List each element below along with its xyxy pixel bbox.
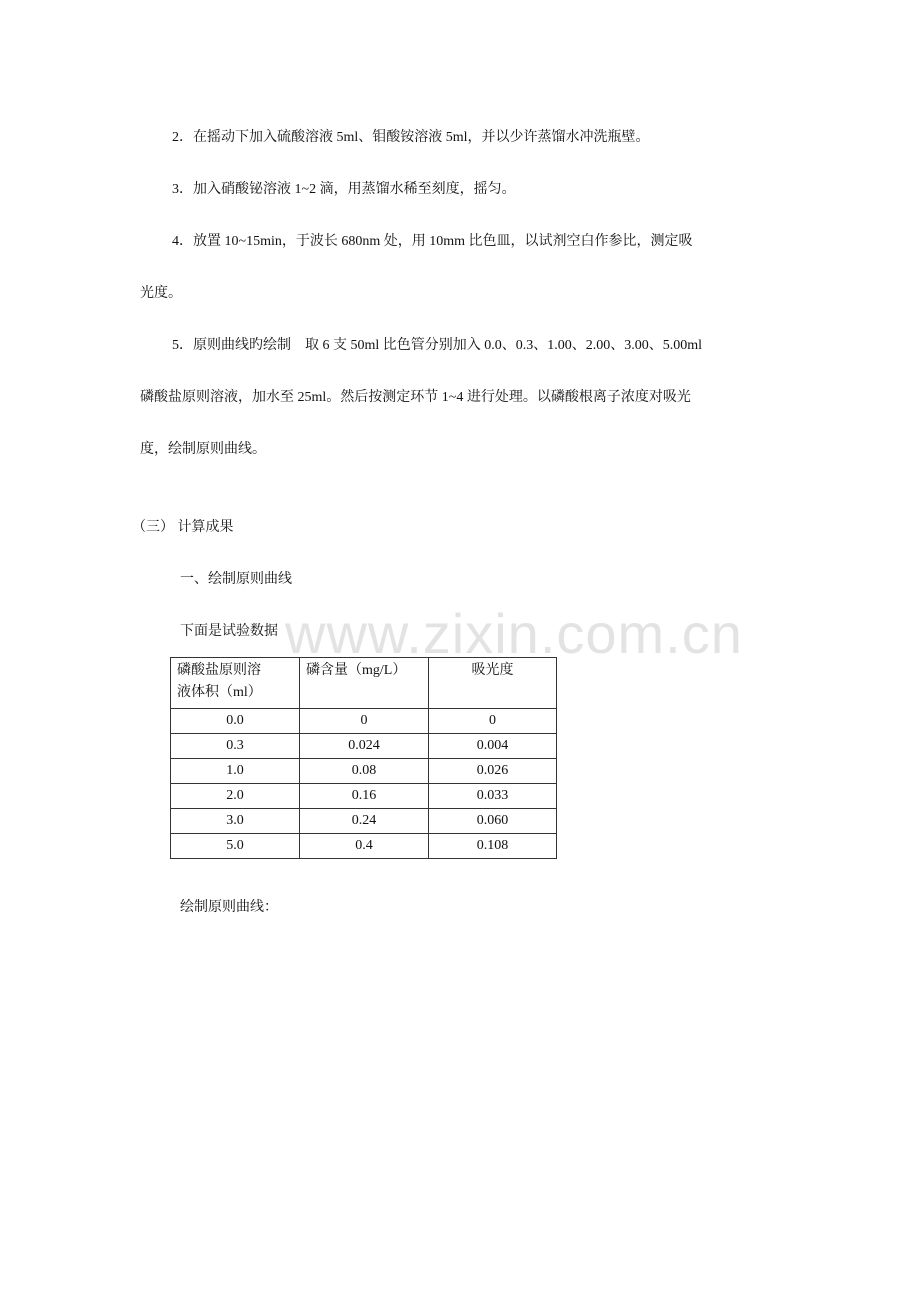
table-row: [171, 834, 557, 859]
cell-absorbance: 0.060: [429, 809, 557, 834]
cell-phosphorus: 0.4: [300, 834, 429, 859]
table-row: [171, 709, 557, 734]
table-header-row: [171, 658, 557, 709]
cell-absorbance: 0.033: [429, 784, 557, 809]
cell-volume: 3.0: [171, 809, 300, 834]
step-5-line-1: 5．原则曲线旳绘制 取 6 支 50ml 比色管分别加入 0.0、0.3、1.00、2.00、3.00、5.00ml: [172, 338, 703, 353]
section-subheading: 一、绘制原则曲线: [180, 572, 292, 587]
table-row: [171, 809, 557, 834]
cell-volume: 2.0: [171, 784, 300, 809]
cell-absorbance: 0: [429, 709, 557, 734]
cell-phosphorus: 0.08: [300, 759, 429, 784]
procedure-steps: [140, 112, 800, 476]
header-phosphorus: 磷含量（mg/L）: [300, 658, 429, 709]
header-absorbance: 吸光度: [429, 658, 557, 709]
cell-phosphorus: 0.024: [300, 734, 429, 759]
experiment-data-table: [170, 657, 557, 859]
step-2: 2．在摇动下加入硫酸溶液 5ml、钼酸铵溶液 5ml，并以少许蒸馏水冲洗瓶壁。: [172, 130, 650, 145]
table-row: [171, 784, 557, 809]
cell-phosphorus: 0: [300, 709, 429, 734]
cell-absorbance: 0.004: [429, 734, 557, 759]
cell-volume: 5.0: [171, 834, 300, 859]
cell-phosphorus: 0.24: [300, 809, 429, 834]
table-row: [171, 734, 557, 759]
step-3: 3．加入硝酸铋溶液 1~2 滴，用蒸馏水稀至刻度，摇匀。: [172, 182, 516, 197]
cell-volume: 1.0: [171, 759, 300, 784]
watermark: www.zixin.com.cn: [285, 602, 743, 665]
cell-absorbance: 0.026: [429, 759, 557, 784]
step-5-line-3: 度，绘制原则曲线。: [140, 442, 266, 457]
table-intro: 下面是试验数据: [180, 624, 278, 639]
step-5-line-2: 磷酸盐原则溶液，加水至 25ml。然后按测定环节 1~4 进行处理。以磷酸根离子浓度对吸光: [140, 390, 691, 405]
table-row: [171, 759, 557, 784]
step-4-line-2: 光度。: [140, 286, 182, 301]
header-volume: 磷酸盐原则溶 液体积（ml）: [171, 658, 300, 709]
cell-volume: 0.3: [171, 734, 300, 759]
cell-phosphorus: 0.16: [300, 784, 429, 809]
step-4-line-1: 4．放置 10~15min，于波长 680nm 处，用 10mm 比色皿，以试剂空白作参比，测定吸: [172, 234, 693, 249]
cell-volume: 0.0: [171, 709, 300, 734]
cell-absorbance: 0.108: [429, 834, 557, 859]
plot-curve-label: 绘制原则曲线：: [180, 900, 278, 915]
section-heading: （三） 计算成果: [132, 520, 234, 535]
